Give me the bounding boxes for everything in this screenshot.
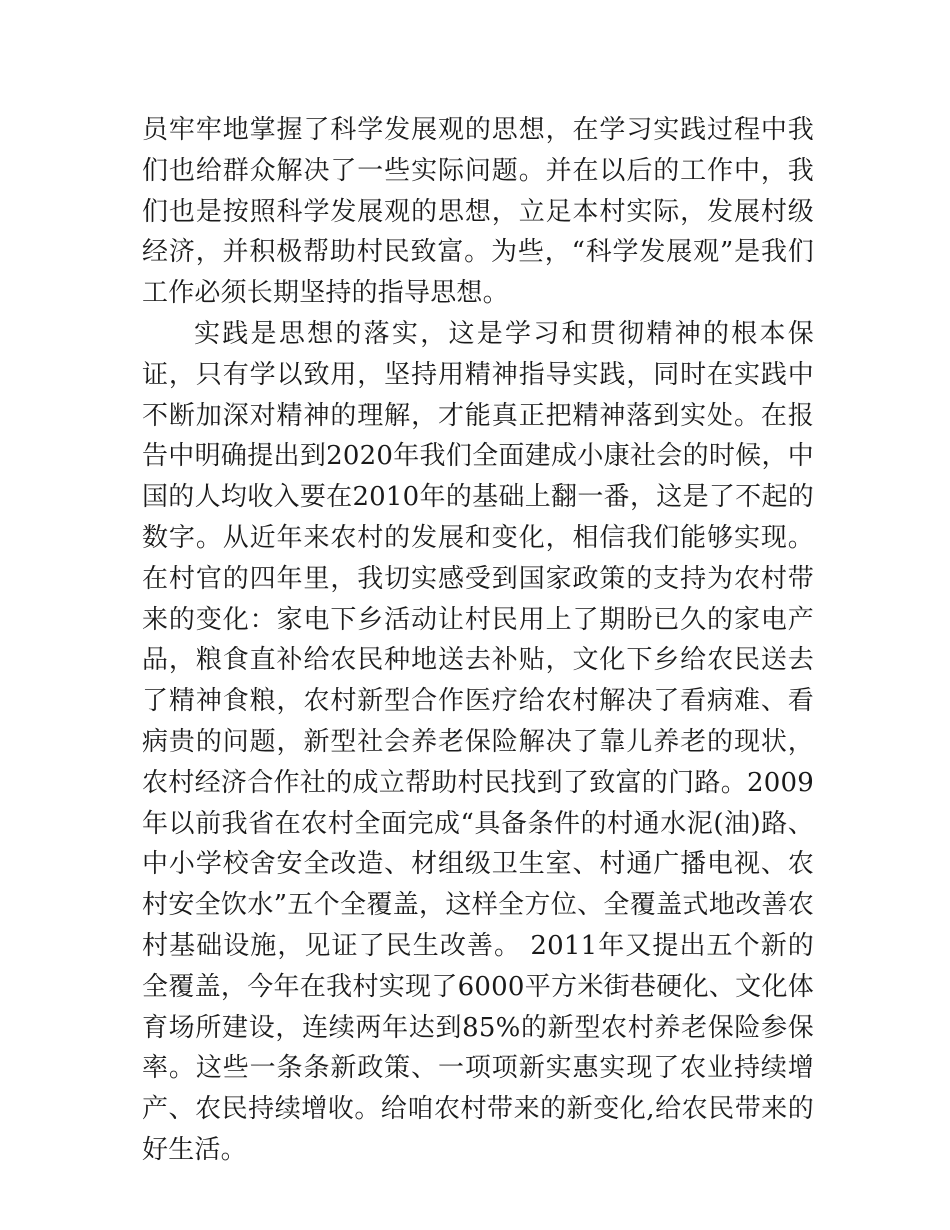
document-page bbox=[142, 110, 814, 1171]
paragraph-practice: 实践是思想的落实，这是学习和贯彻精神的根本保证，只有学以致用，坚持用精神指导实践，同时在实践中不断加深对精神的理解，才能真正把精神落到实处。在报告中明确提出到2020年我们全面建成小康社会的时候，中国的人均收入要在2010年的基础上翻一番，这是了不起的数字。从近年来农村的发展和变化，相信我们能够实现。在村官的四年里，我切实感受到国家政策的支持为农村带来的变化：家电下乡活动让村民用上了期盼已久的家电产品，粮食直补给农民种地送去补贴，文化下乡给农民送去了精神食粮，农村新型合作医疗给农村解决了看病难、看病贵的问题，新型社会养老保险解决了靠儿养老的现状，农村经济合作社的成立帮助村民找到了致富的门路。2009年以前我省在农村全面完成“具备条件的村通水泥(油)路、中小学校舍安全改造、材组级卫生室、村通广播电视、农村安全饮水”五个全覆盖，这样全方位、全覆盖式地改善农村基础设施，见证了民生改善。 2011年又提出五个新的全覆盖，今年在我村实现了6000平方米街巷硬化、文化体育场所建设，连续两年达到85%的新型农村养老保险参保率。这些一条条新政策、一项项新实惠实现了农业持续增产、农民持续增收。给咱农村带来的新变化,给农民带来的好生活。 bbox=[142, 318, 814, 1165]
paragraph-continuation: 员牢牢地掌握了科学发展观的思想，在学习实践过程中我们也给群众解决了一些实际问题。并在以后的工作中，我们也是按照科学发展观的思想，立足本村实际，发展村级经济，并积极帮助村民致富。为些，“科学发展观”是我们工作必须长期坚持的指导思想。 bbox=[142, 115, 814, 309]
